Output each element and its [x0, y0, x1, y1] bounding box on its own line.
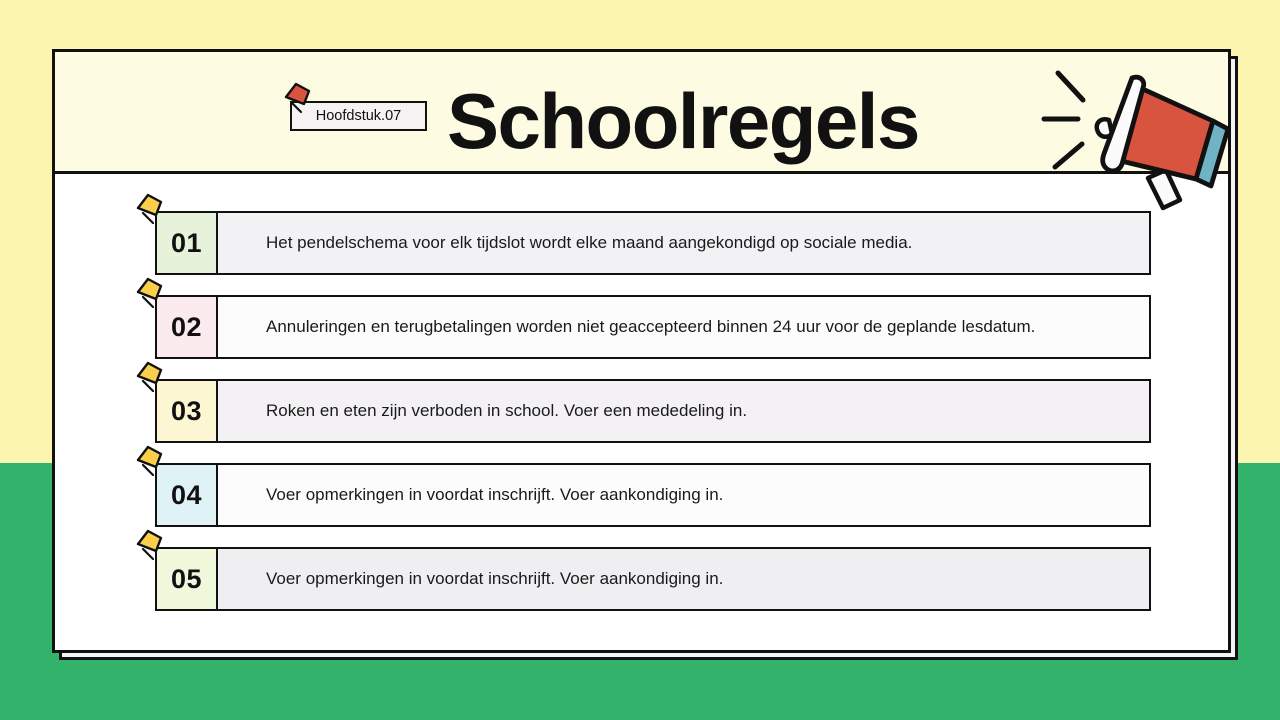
rule-text: Voer opmerkingen in voordat inschrijft. Voer aankondiging in.	[218, 547, 1151, 611]
list-item	[155, 295, 1151, 359]
list-item	[155, 463, 1151, 527]
rule-number: 01	[155, 211, 218, 275]
rule-number: 04	[155, 463, 218, 527]
page-title: Schoolregels	[447, 77, 919, 165]
rule-text: Annuleringen en terugbetalingen worden niet geaccepteerd binnen 24 uur voor de geplande lesdatum.	[218, 295, 1151, 359]
rule-number: 05	[155, 547, 218, 611]
rule-text: Het pendelschema voor elk tijdslot wordt elke maand aangekondigd op sociale media.	[218, 211, 1151, 275]
list-item	[155, 211, 1151, 275]
chapter-badge	[290, 101, 427, 131]
list-item	[155, 379, 1151, 443]
list-item	[155, 547, 1151, 611]
megaphone-icon	[1030, 60, 1245, 225]
rule-number: 02	[155, 295, 218, 359]
rule-number: 03	[155, 379, 218, 443]
rule-text: Voer opmerkingen in voordat inschrijft. Voer aankondiging in.	[218, 463, 1151, 527]
slide-card	[52, 49, 1231, 653]
rule-text: Roken en eten zijn verboden in school. Voer een mededeling in.	[218, 379, 1151, 443]
slide-header	[55, 52, 1228, 174]
chapter-badge-label: Hoofdstuk.07	[315, 108, 402, 124]
rules-list	[155, 211, 1151, 631]
